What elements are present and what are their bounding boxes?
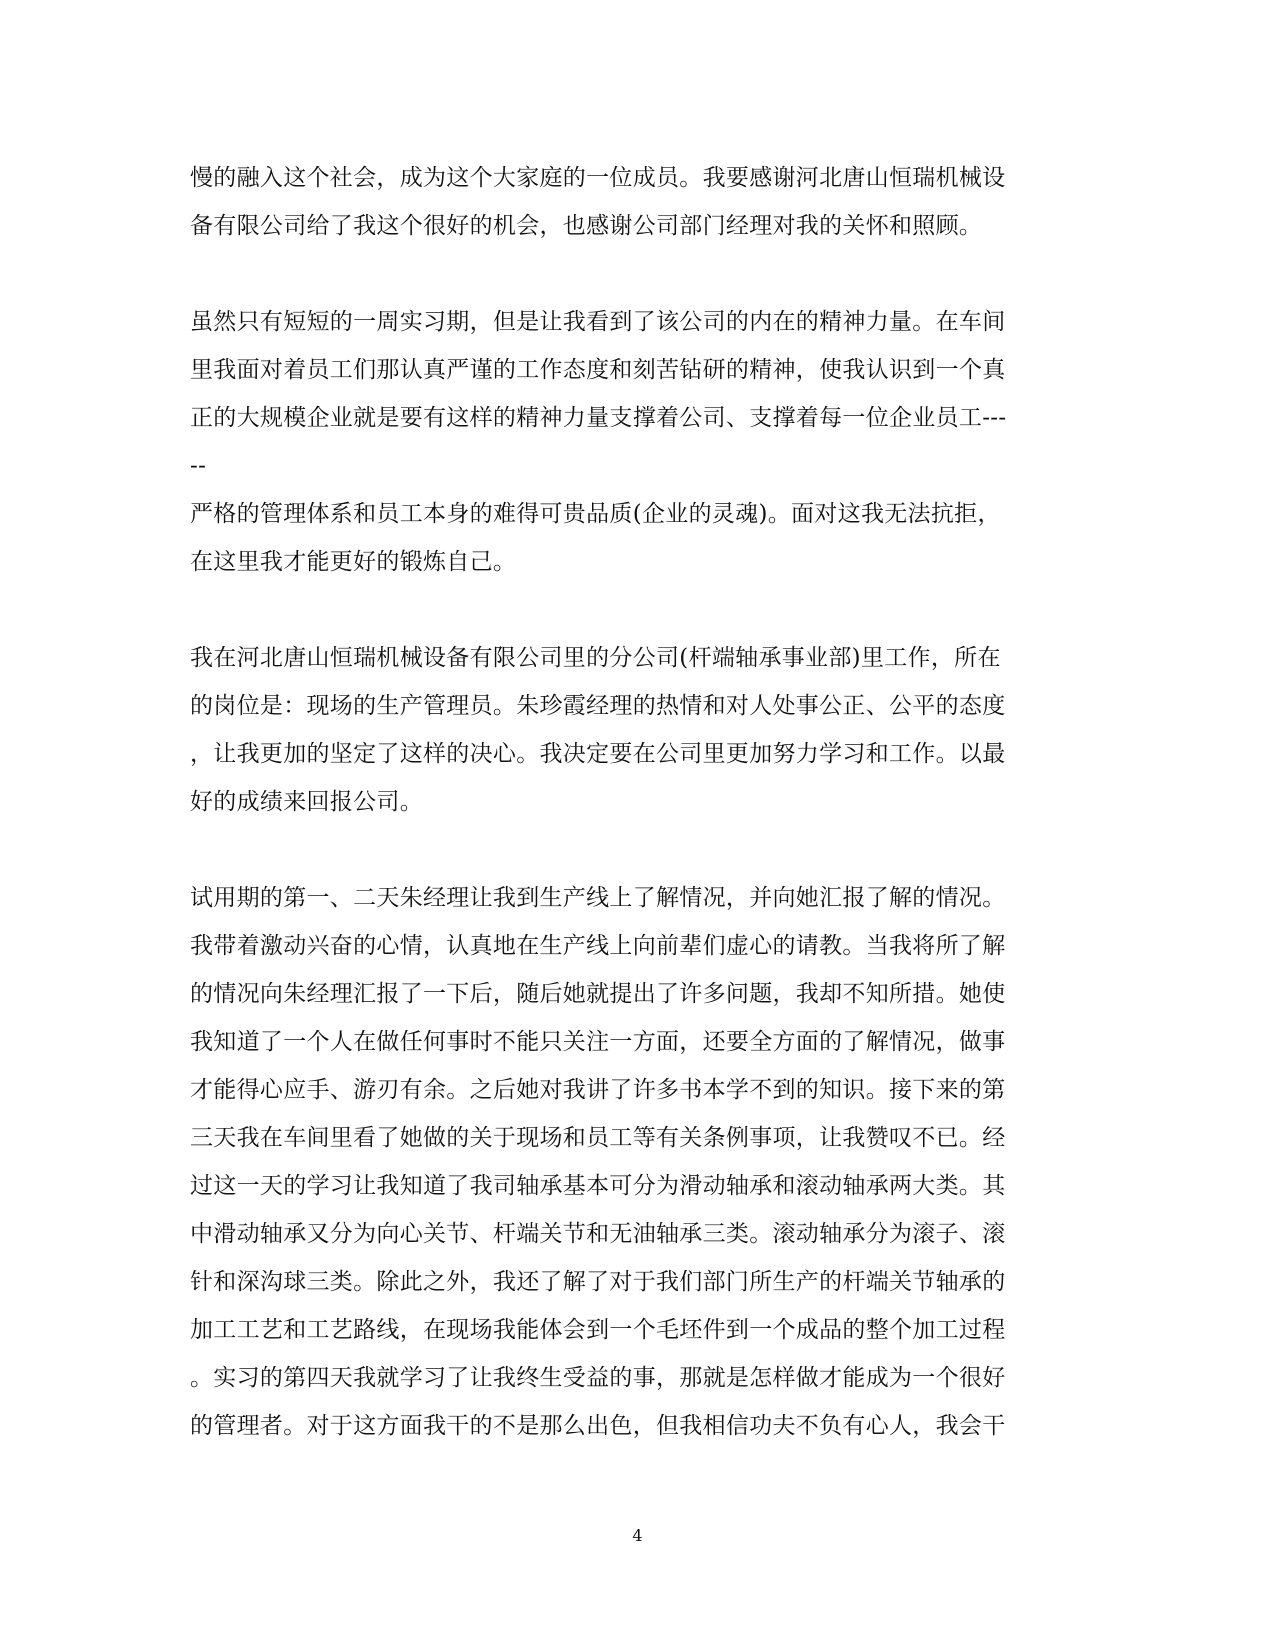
text-line: 过这一天的学习让我知道了我司轴承基本可分为滑动轴承和滚动轴承两大类。其	[190, 1173, 1006, 1199]
text-line: 。实习的第四天我就学习了让我终生受益的事，那就是怎样做才能成为一个很好	[190, 1365, 1006, 1391]
text-line: 备有限公司给了我这个很好的机会，也感谢公司部门经理对我的关怀和照顾。	[190, 213, 983, 239]
text-line: 加工工艺和工艺路线，在现场我能体会到一个毛坯件到一个成品的整个加工过程	[190, 1317, 1006, 1343]
text-line: 严格的管理体系和员工本身的难得可贵品质(企业的灵魂)。面对这我无法抗拒，	[190, 501, 1001, 527]
text-line: --	[190, 453, 207, 479]
text-line: 虽然只有短短的一周实习期，但是让我看到了该公司的内在的精神力量。在车间	[190, 309, 1006, 335]
paragraph-gap	[190, 250, 1070, 298]
text-line: 慢的融入这个社会，成为这个大家庭的一位成员。我要感谢河北唐山恒瑞机械设	[190, 165, 1006, 191]
text-line: 好的成绩来回报公司。	[190, 789, 423, 815]
text-line: 的岗位是：现场的生产管理员。朱珍霞经理的热情和对人处事公正、公平的态度	[190, 693, 1006, 719]
text-line: 三天我在车间里看了她做的关于现场和员工等有关条例事项，让我赞叹不已。经	[190, 1125, 1006, 1151]
text-line: 我在河北唐山恒瑞机械设备有限公司里的分公司(杆端轴承事业部)里工作，所在	[190, 645, 1001, 671]
text-line: 在这里我才能更好的锻炼自己。	[190, 549, 517, 575]
paragraph-gap	[190, 586, 1070, 634]
text-line: ，让我更加的坚定了这样的决心。我决定要在公司里更加努力学习和工作。以最	[190, 741, 1006, 767]
text-line: 试用期的第一、二天朱经理让我到生产线上了解情况，并向她汇报了解的情况。	[190, 885, 1006, 911]
text-line: 针和深沟球三类。除此之外，我还了解了对于我们部门所生产的杆端关节轴承的	[190, 1269, 1006, 1295]
body-text	[190, 154, 1070, 1450]
text-line: 我知道了一个人在做任何事时不能只关注一方面，还要全方面的了解情况，做事	[190, 1029, 1006, 1055]
text-line: 的管理者。对于这方面我干的不是那么出色，但我相信功夫不负有心人，我会干	[190, 1413, 1006, 1439]
text-line: 里我面对着员工们那认真严谨的工作态度和刻苦钻研的精神，使我认识到一个真	[190, 357, 1006, 383]
text-line: 正的大规模企业就是要有这样的精神力量支撑着公司、支撑着每一位企业员工---	[190, 405, 1007, 431]
text-line: 才能得心应手、游刃有余。之后她对我讲了许多书本学不到的知识。接下来的第	[190, 1077, 1006, 1103]
text-line: 中滑动轴承又分为向心关节、杆端关节和无油轴承三类。滚动轴承分为滚子、滚	[190, 1221, 1006, 1247]
text-line: 的情况向朱经理汇报了一下后，随后她就提出了许多问题，我却不知所措。她使	[190, 981, 1006, 1007]
text-line: 我带着激动兴奋的心情，认真地在生产线上向前辈们虚心的请教。当我将所了解	[190, 933, 1006, 959]
paragraph-gap	[190, 826, 1070, 874]
page-number: 4	[632, 1526, 643, 1545]
